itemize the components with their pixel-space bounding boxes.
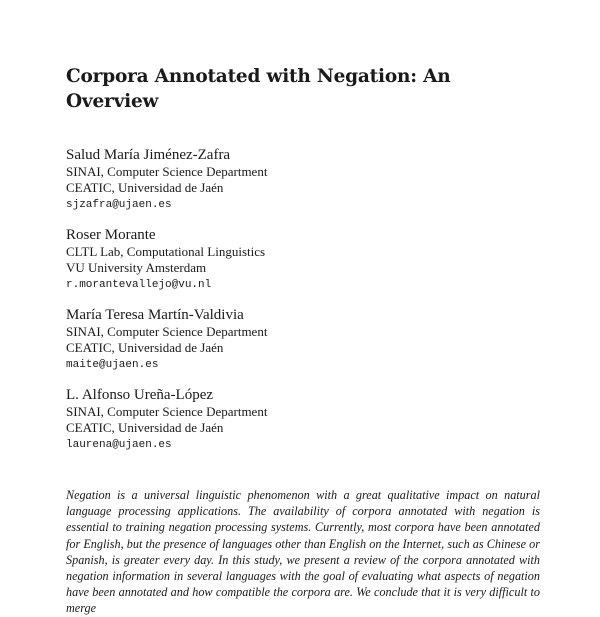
author-name: Roser Morante (66, 227, 156, 243)
abstract-text: Negation is a universal linguistic phenomenon with a great qualitative impact on natural language processing applications. The availability of corpora annotated with negation is essential to training negation processing systems. Currently, most corpora have been annotated for English, but the presence of languages other than English on the Internet, such as Chinese or Spanish, is greater every day. In this study, we present a review of the corpora annotated with negation information in several languages with the goal of evaluating what aspects of negation have been annotated and how compatible the corpora are. We conclude that it is very difficult to merge (66, 488, 540, 616)
author-block-4 (66, 386, 546, 453)
author-email: r.morantevallejo@vu.nl (66, 279, 212, 291)
author-email: sjzafra@ujaen.es (66, 199, 172, 211)
author-name: Salud María Jiménez-Zafra (66, 147, 231, 163)
paper-title: Corpora Annotated with Negation: An Overview (66, 66, 451, 112)
author-affiliation: SINAI, Computer Science Department (66, 404, 268, 419)
author-affiliation: CLTL Lab, Computational Linguistics (66, 244, 266, 259)
author-affiliation: SINAI, Computer Science Department (66, 164, 268, 179)
author-affiliation: VU University Amsterdam (66, 260, 207, 275)
author-email: maite@ujaen.es (66, 359, 159, 371)
author-name: L. Alfonso Ureña-López (66, 387, 214, 403)
author-block-2 (66, 226, 546, 293)
author-affiliation: CEATIC, Universidad de Jaén (66, 340, 224, 355)
author-affiliation: SINAI, Computer Science Department (66, 324, 268, 339)
author-email: laurena@ujaen.es (66, 439, 172, 451)
author-block-1 (66, 146, 546, 213)
author-affiliation: CEATIC, Universidad de Jaén (66, 180, 224, 195)
author-name: María Teresa Martín-Valdivia (66, 307, 244, 323)
author-block-3 (66, 306, 546, 373)
author-affiliation: CEATIC, Universidad de Jaén (66, 420, 224, 435)
